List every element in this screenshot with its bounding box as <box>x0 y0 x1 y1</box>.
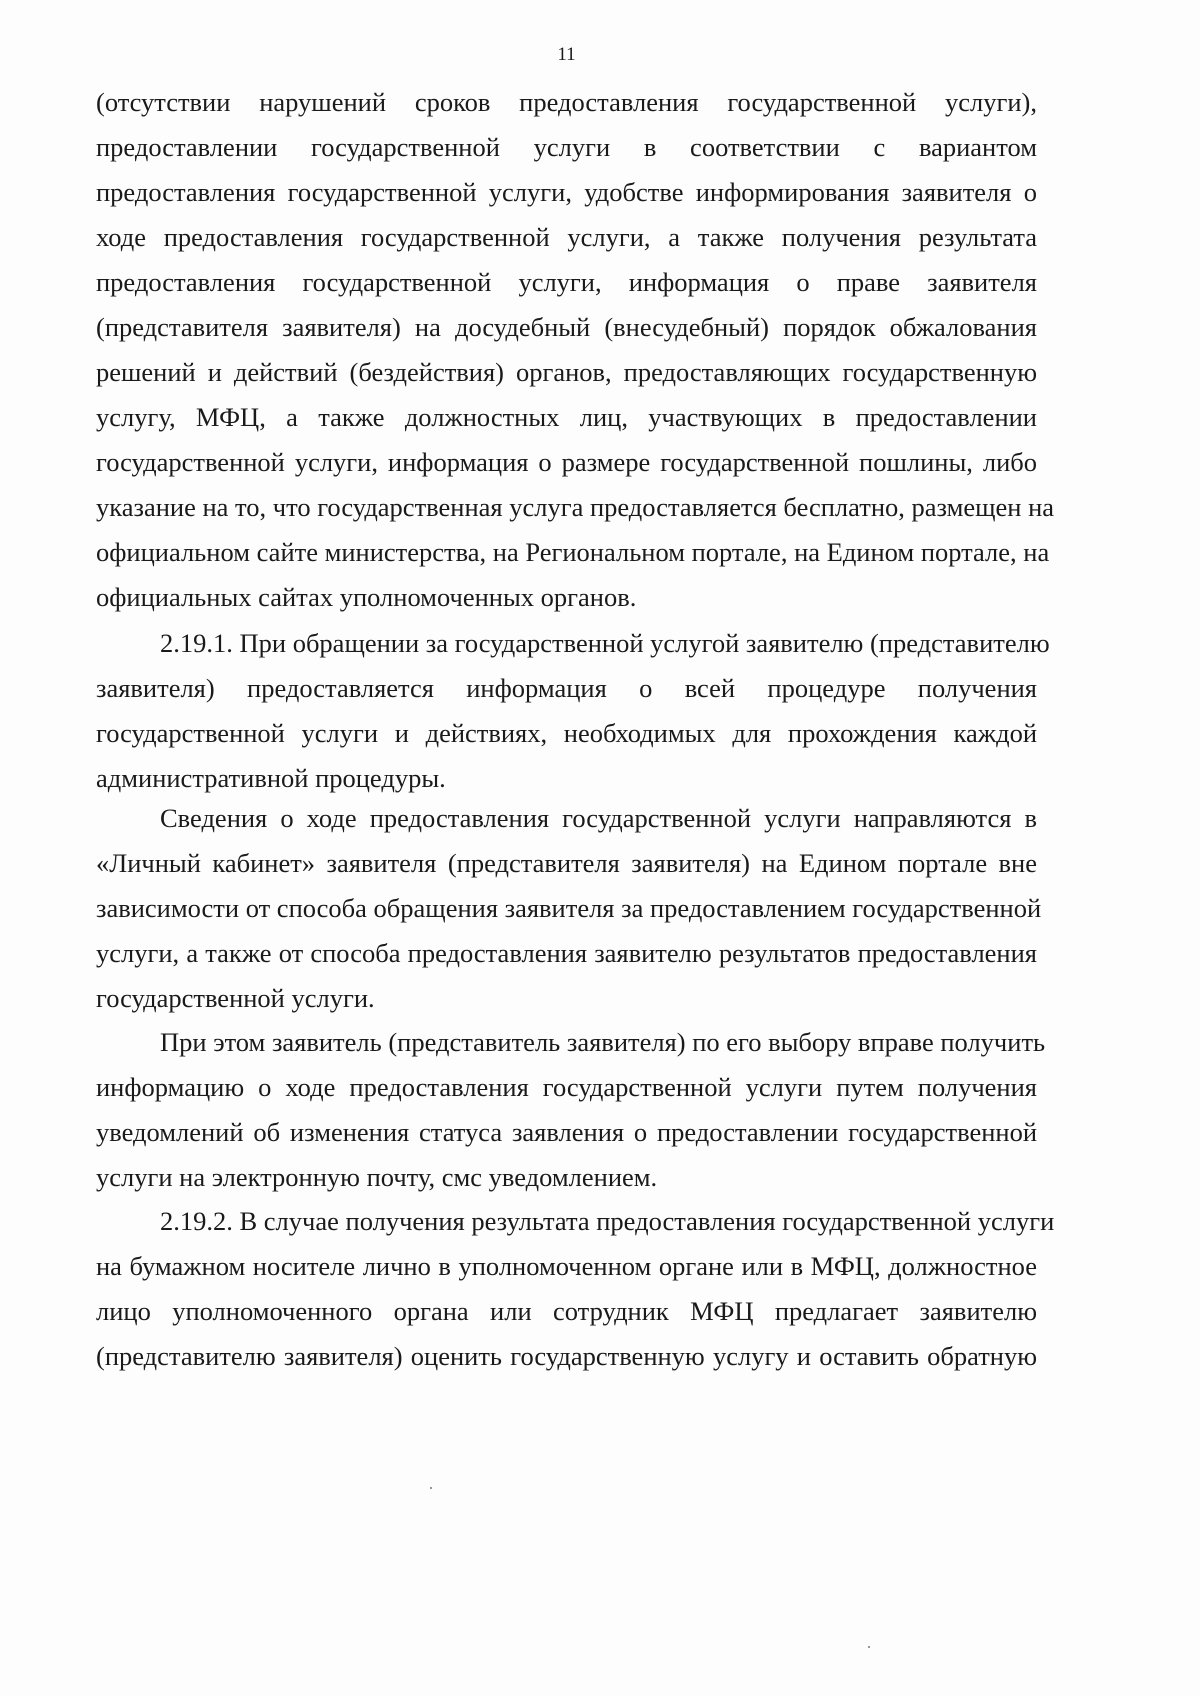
paragraph-2-19-2 <box>96 1199 1055 1379</box>
paragraph-continuation <box>96 80 1055 620</box>
text-line: 2.19.2. В случае получения результата предоставления государственной услуги <box>160 1206 1055 1236</box>
paragraph-progress-info <box>96 796 1042 1021</box>
text-line: решений и действий (бездействия) органов, предоставляющих государственную <box>96 357 1037 387</box>
text-line: предоставления государственной услуги, удобстве информирования заявителя о <box>96 177 1037 207</box>
text-line: «Личный кабинет» заявителя (представителя заявителя) на Едином портале вне <box>96 848 1037 878</box>
text-line: предоставлении государственной услуги в соответствии с вариантом <box>96 132 1037 162</box>
page-number: 11 <box>557 44 576 65</box>
text-line: услуги на электронную почту, смс уведомлением. <box>96 1162 658 1192</box>
text-line: услугу, МФЦ, а также должностных лиц, участвующих в предоставлении <box>96 402 1037 432</box>
text-line: (представителя заявителя) на досудебный (внесудебный) порядок обжалования <box>96 312 1037 342</box>
text-line: государственной услуги, информация о размере государственной пошлины, либо <box>96 447 1037 477</box>
text-line: указание на то, что государственная услуга предоставляется бесплатно, размещен на <box>96 492 1055 522</box>
text-line: официальном сайте министерства, на Региональном портале, на Едином портале, на <box>96 537 1050 567</box>
text-line: уведомлений об изменения статуса заявления о предоставлении государственной <box>96 1117 1037 1147</box>
paragraph-2-19-1 <box>96 621 1050 801</box>
text-line: заявителя) предоставляется информация о всей процедуре получения <box>96 673 1037 703</box>
text-line: ходе предоставления государственной услуги, а также получения результата <box>96 222 1037 252</box>
text-line: услуги, а также от способа предоставления заявителю результатов предоставления <box>96 938 1037 968</box>
text-line: государственной услуги. <box>96 983 375 1013</box>
paragraph-notifications <box>96 1020 1046 1200</box>
text-line: (представителю заявителя) оценить государственную услугу и оставить обратную <box>96 1341 1037 1371</box>
scan-speck <box>868 1646 870 1648</box>
scan-speck <box>430 1487 432 1489</box>
text-line: (отсутствии нарушений сроков предоставления государственной услуги), <box>96 87 1037 117</box>
text-line: официальных сайтах уполномоченных органов. <box>96 582 637 612</box>
text-line: лицо уполномоченного органа или сотрудник МФЦ предлагает заявителю <box>96 1296 1037 1326</box>
text-line: При этом заявитель (представитель заявителя) по его выбору вправе получить <box>160 1027 1046 1057</box>
text-line: зависимости от способа обращения заявителя за предоставлением государственной <box>96 893 1042 923</box>
text-line: административной процедуры. <box>96 763 446 793</box>
text-line: предоставления государственной услуги, информация о праве заявителя <box>96 267 1037 297</box>
text-line: информацию о ходе предоставления государственной услуги путем получения <box>96 1072 1037 1102</box>
text-line: 2.19.1. При обращении за государственной услугой заявителю (представителю <box>160 628 1050 658</box>
text-line: на бумажном носителе лично в уполномоченном органе или в МФЦ, должностное <box>96 1251 1037 1281</box>
text-line: государственной услуги и действиях, необходимых для прохождения каждой <box>96 718 1037 748</box>
text-line: Сведения о ходе предоставления государственной услуги направляются в <box>160 803 1037 833</box>
